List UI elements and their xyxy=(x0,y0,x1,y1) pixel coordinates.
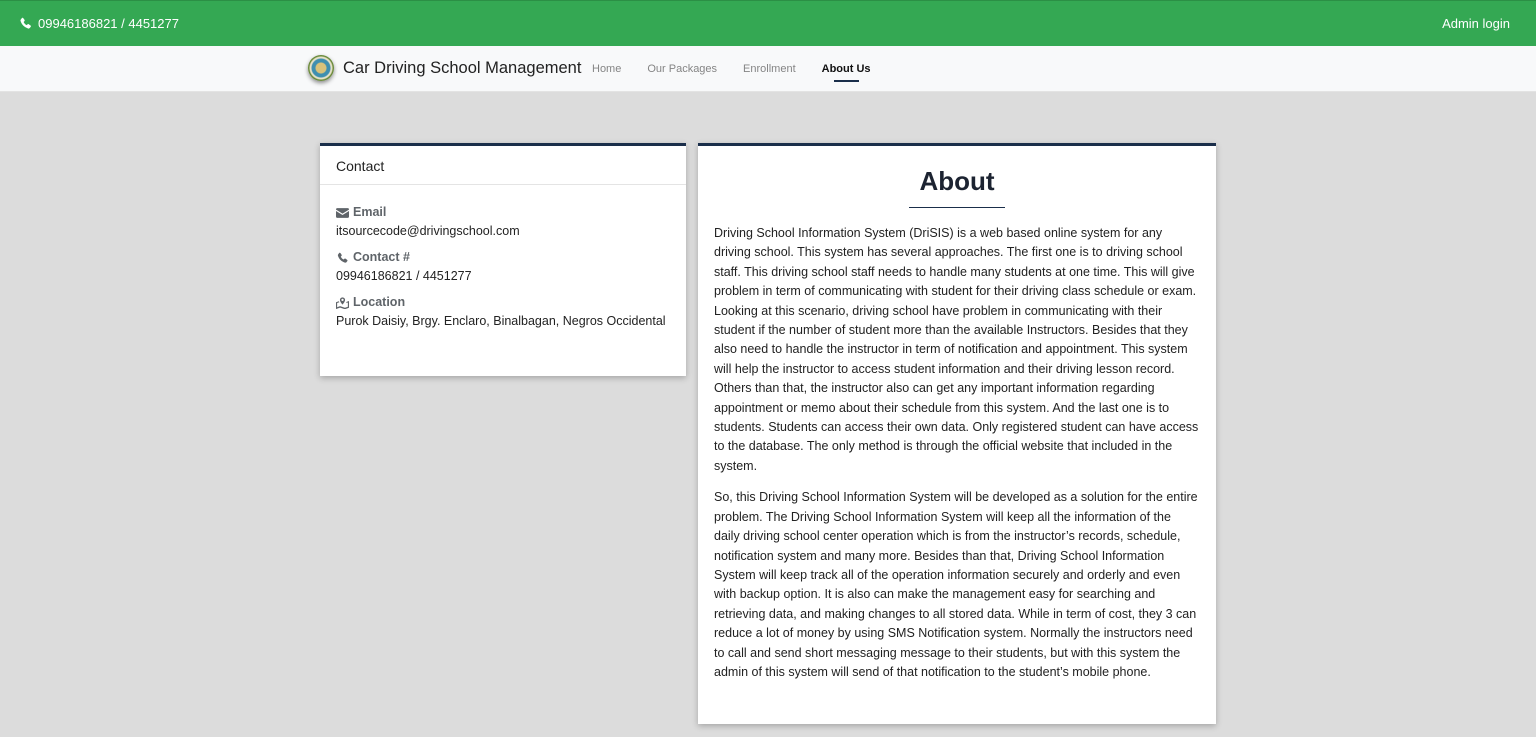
location-label: Location xyxy=(336,293,670,312)
location-value: Purok Daisiy, Brgy. Enclaro, Binalbagan, Negros Occidental xyxy=(336,314,666,328)
phone-icon xyxy=(336,252,349,264)
brand[interactable] xyxy=(308,55,581,81)
email-label: Email xyxy=(336,203,670,222)
nav-links xyxy=(592,63,897,75)
topbar-phone xyxy=(19,16,179,31)
contact-card-title: Contact xyxy=(320,146,686,185)
envelope-icon xyxy=(336,207,349,219)
nav-enrollment[interactable]: Enrollment xyxy=(743,63,796,75)
about-title: About xyxy=(919,166,995,196)
admin-login-link[interactable]: Admin login xyxy=(1442,16,1510,31)
contact-value: 09946186821 / 4451277 xyxy=(336,269,472,283)
contact-label: Contact # xyxy=(336,248,670,267)
phone-icon xyxy=(19,17,32,30)
top-bar xyxy=(0,0,1536,46)
school-logo-icon xyxy=(308,55,334,81)
topbar-phone-text: 09946186821 / 4451277 xyxy=(38,16,179,31)
title-divider xyxy=(909,207,1005,208)
map-location-icon xyxy=(336,297,349,309)
about-paragraph: So, this Driving School Information System will be developed as a solution for the entire problem. The Driving School Information System will keep all the information of the daily driving school center operation which is from the instructor’s records, schedule, notification system and many more. Besides than that, Driving School Information System will keep track all of the operation information securely and orderly and even with backup option. It is also can make the management easy for searching and retrieving data, and making changes to all stored data. While in term of cost, they 3 can reduce a lot of money by using SMS Notification system. Normally the instructors need to call and send short messaging message to their students, but with this system the admin of this system will send of that notification to the student’s mobile phone. xyxy=(714,490,1198,679)
about-card xyxy=(698,143,1216,724)
nav-our-packages[interactable]: Our Packages xyxy=(647,63,718,75)
about-paragraph: Driving School Information System (DriSIS) is a web based online system for any driving school. This system has several approaches. The first one is to driving school staff. This driving school staff needs to handle many students at one time. This will give problem in term of communicating with student for their driving class schedule or exam. Looking at this scenario, driving school have problem in communicating with their student if the number of student more than the available Instructors. Besides that they also need to handle the instructor in term of notification and appointment. This system will help the instructor to access student information and their driving lesson record. Others than that, the instructor also can get any important information regarding appointment or memo about their schedule from this system. And the last one is to students. Students can access their own data. Only registered student can have access to the database. The only method is through the official website that included in the system. xyxy=(714,226,1199,473)
nav-home[interactable]: Home xyxy=(592,63,622,75)
email-value: itsourcecode@drivingschool.com xyxy=(336,224,520,238)
nav-about-us[interactable]: About Us xyxy=(821,63,871,75)
brand-name: Car Driving School Management xyxy=(343,58,582,77)
navbar xyxy=(0,46,1536,92)
contact-card xyxy=(320,143,686,376)
contact-card-body xyxy=(320,185,686,356)
